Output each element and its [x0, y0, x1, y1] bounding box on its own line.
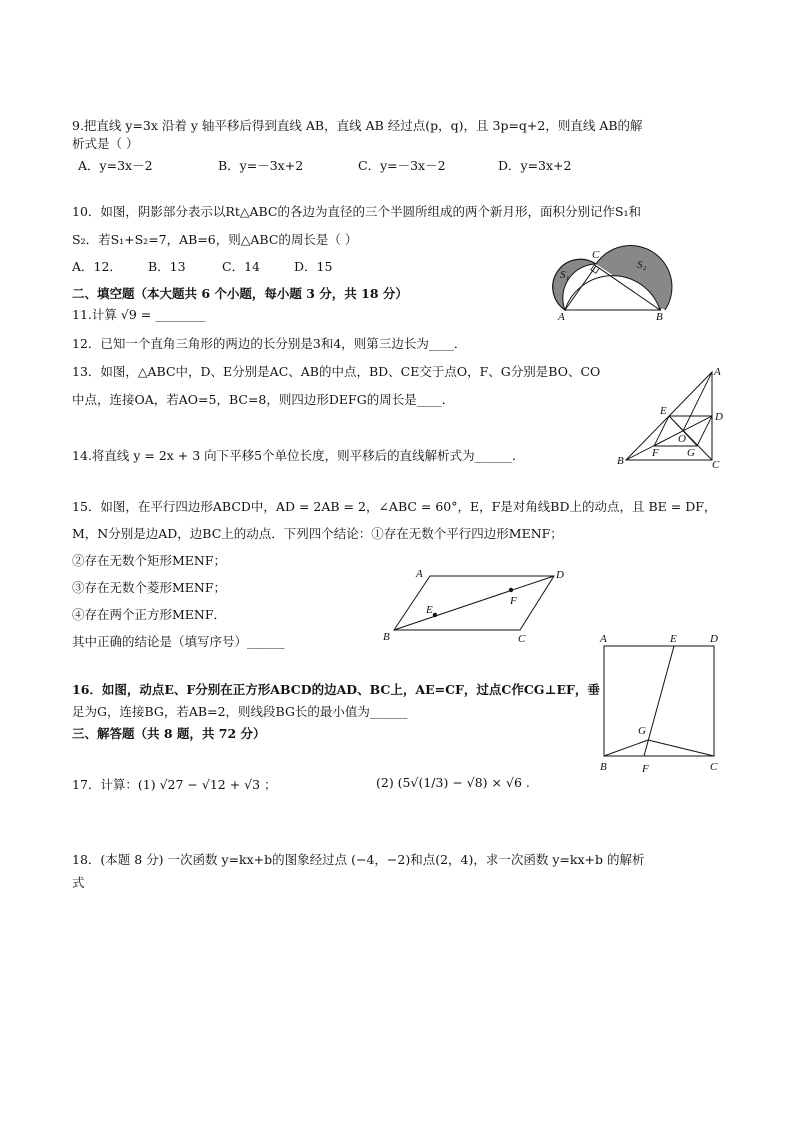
q15-conclusion-4: ④存在两个正方形MENF． [72, 607, 227, 622]
q12-line: 12．已知一个直角三角形的两边的长分别是3和4，则第三边长为____． [72, 336, 467, 351]
q10-option-b: B．13 [148, 259, 186, 274]
q13-label-o: O [678, 433, 686, 445]
q15-conclusion-2: ②存在无数个矩形MENF； [72, 553, 227, 568]
q13-label-e: E [660, 405, 667, 417]
section2-heading: 二、填空题（本大题共 6 个小题，每小题 3 分，共 18 分） [72, 286, 408, 301]
q13-triangle-figure [614, 364, 734, 470]
q10-label-b: B [656, 311, 663, 323]
q13-label-g: G [687, 447, 695, 459]
q9-line1: 9.把直线 y=3x 沿着 y 轴平移后得到直线 AB，直线 AB 经过点(p，q)，且 3p=q+2，则直线 AB的解 [72, 118, 643, 133]
q13-label-f: F [652, 447, 659, 459]
q16-line2: 足为G，连接BG，若AB=2，则线段BG长的最小值为______ [72, 704, 408, 719]
q16-square-figure [596, 630, 726, 778]
q13-label-c: C [712, 459, 720, 471]
q13-label-d: D [715, 411, 723, 423]
q15-line1: 15．如图，在平行四边形ABCD中，AD = 2AB = 2，∠ABC = 60°，E，F是对角线BD上的动点，且 BE = DF， [72, 499, 717, 514]
q15-question: 其中正确的结论是（填写序号）______ [72, 634, 285, 649]
q9-option-b: B．y=－3x+2 [218, 158, 304, 173]
q10-line2: S₂．若S₁+S₂=7，AB=6，则△ABC的周长是（ ） [72, 232, 358, 247]
q9-option-d: D．y=3x+2 [498, 158, 572, 173]
q13-label-b: B [617, 455, 624, 467]
q14-line: 14.将直线 y = 2x + 3 向下平移5个单位长度，则平移后的直线解析式为______． [72, 448, 525, 463]
q15-point-f [509, 588, 513, 592]
q18-line1: 18．(本题 8 分) 一次函数 y=kx+b的图象经过点 (−4，−2)和点(2，4)，求一次函数 y=kx+b 的解析 [72, 852, 645, 867]
q11-prefix: 11.计算 [72, 307, 117, 322]
q17-part2: (2) (5√(1/3) − √8) × √6 . [376, 775, 530, 790]
q16-text: 16．如图，动点E、F分别在正方形ABCD的边AD、BC上，AE=CF，过点C作CG⊥EF，垂 [72, 682, 600, 697]
q10-option-a: A．12． [72, 259, 122, 274]
q13-line2: 中点，连接OA，若AO=5，BC=8，则四边形DEFG的周长是____． [72, 392, 455, 407]
q10-line1: 10．如图，阴影部分表示以Rt△ABC的各边为直径的三个半圆所组成的两个新月形，面积分别记作S₁和 [72, 204, 642, 219]
q10-option-d: D．15 [294, 259, 333, 274]
q11-radical: √9 [120, 307, 137, 322]
q16-label-f: F [642, 763, 649, 775]
q10-label-a: A [558, 311, 565, 323]
q18-line2: 式 [72, 875, 85, 890]
q15-parallelogram-figure [380, 566, 570, 646]
q9-option-a: A．y=3x－2 [78, 158, 153, 173]
q10-label-c: C [592, 249, 600, 261]
q15-label-a: A [416, 568, 423, 580]
q11-line [72, 305, 205, 323]
q10-lune-figure [548, 244, 688, 324]
q16-label-g: G [638, 725, 646, 737]
q16-line1 [72, 680, 600, 698]
q15-conclusion-3: ③存在无数个菱形MENF； [72, 580, 227, 595]
q15-line2: M，N分别是边AD，边BC上的动点．下列四个结论：①存在无数个平行四边形MENF； [72, 526, 563, 541]
q13-label-a: A [714, 366, 721, 378]
q9-option-c: C．y=－3x－2 [358, 158, 446, 173]
q16-label-b: B [600, 761, 607, 773]
q11-suffix: = ________ [140, 307, 206, 322]
q15-label-e: E [426, 604, 433, 616]
q10-label-s2: S₂ [637, 259, 647, 271]
q13-line1: 13．如图，△ABC中，D、E分别是AC、AB的中点，BD、CE交于点O，F、G分别是BO、CO [72, 364, 601, 379]
q16-label-d: D [710, 633, 718, 645]
q15-label-d: D [556, 569, 564, 581]
q15-point-e [433, 613, 437, 617]
q15-label-c: C [518, 633, 526, 645]
q10-option-c: C．14 [222, 259, 260, 274]
q10-label-s1: S₁ [560, 269, 570, 281]
q17-part1: 17．计算：(1) √27 − √12 + √3 ； [72, 777, 277, 792]
q15-label-b: B [383, 631, 390, 643]
q15-label-f: F [510, 595, 517, 607]
q16-label-c: C [710, 761, 718, 773]
q16-label-e: E [670, 633, 677, 645]
q9-line2: 析式是（ ） [72, 136, 139, 151]
q16-label-a: A [600, 633, 607, 645]
section3-heading: 三、解答题（共 8 题，共 72 分） [72, 726, 266, 741]
